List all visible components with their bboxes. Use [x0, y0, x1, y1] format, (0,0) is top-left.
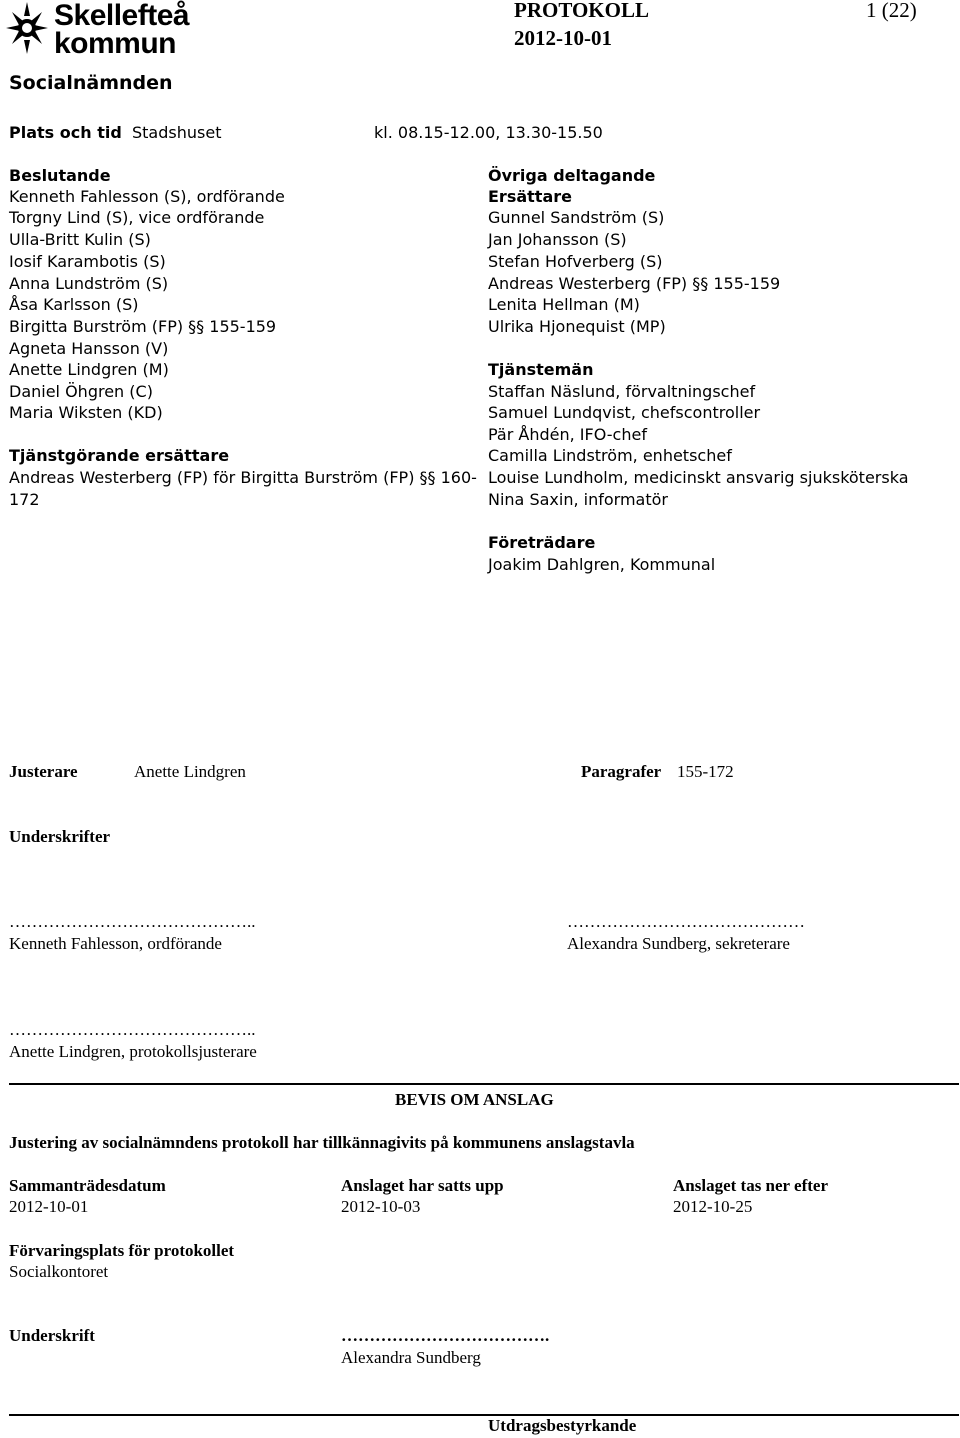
committee-name: Socialnämnden	[9, 72, 173, 94]
decision-member: Agneta Hansson (V)	[9, 339, 169, 358]
logo-wordmark-line1: Skellefteå	[54, 0, 190, 32]
notice-divider	[9, 1083, 959, 1085]
signatory-name: Alexandra Sundberg, sekreterare	[567, 934, 790, 953]
deputy: Andreas Westerberg (FP) §§ 155-159	[488, 274, 781, 293]
removed-date-value: 2012-10-25	[673, 1197, 753, 1216]
official: Pär Åhdén, IFO-chef	[488, 425, 647, 444]
decision-makers-heading: Beslutande	[9, 166, 111, 185]
storage-label: Förvaringsplats för protokollet	[9, 1241, 235, 1260]
decision-member: Maria Wiksten (KD)	[9, 403, 163, 422]
meeting-place: Stadshuset	[132, 123, 222, 142]
municipality-logo	[4, 0, 194, 60]
storage-value: Socialkontoret	[9, 1262, 109, 1281]
place-time-label: Plats och tid	[9, 123, 122, 142]
deputy: Ulrika Hjonequist (MP)	[488, 317, 666, 336]
deputy: Lenita Hellman (M)	[488, 295, 640, 314]
deputies-heading: Ersättare	[488, 187, 572, 206]
document-date: 2012-10-01	[514, 26, 612, 50]
footer-divider	[9, 1414, 959, 1416]
logo-wordmark-line2: kommun	[54, 27, 177, 60]
substitute-line: Andreas Westerberg (FP) för Birgitta Burström (FP) §§ 160-	[9, 468, 477, 487]
extract-certification-label: Utdragsbestyrkande	[488, 1416, 637, 1435]
official: Camilla Lindström, enhetschef	[488, 446, 732, 465]
notice-statement: Justering av socialnämndens protokoll har tillkännagivits på kommunens anslagstavla	[9, 1133, 635, 1152]
adjuster-label: Justerare	[9, 762, 78, 781]
deputy: Jan Johansson (S)	[488, 230, 627, 249]
notice-signature-line: ……………………………….	[341, 1326, 550, 1345]
adjuster-name: Anette Lindgren	[134, 762, 246, 781]
posted-date-value: 2012-10-03	[341, 1197, 421, 1216]
notice-signatory-name: Alexandra Sundberg	[341, 1348, 481, 1367]
meeting-date-label: Sammanträdesdatum	[9, 1176, 166, 1195]
decision-member: Birgitta Burström (FP) §§ 155-159	[9, 317, 277, 336]
decision-member: Kenneth Fahlesson (S), ordförande	[9, 187, 285, 206]
paragraphs-label: Paragrafer	[581, 762, 662, 781]
paragraphs-value: 155-172	[677, 762, 734, 781]
signatures-heading: Underskrifter	[9, 827, 111, 846]
deputy: Stefan Hofverberg (S)	[488, 252, 663, 271]
decision-member: Anette Lindgren (M)	[9, 360, 169, 379]
sun-emblem-icon	[4, 0, 50, 56]
signature-line: ……………………………………	[567, 912, 805, 931]
decision-member: Åsa Karlsson (S)	[9, 295, 139, 314]
meeting-time: kl. 08.15-12.00, 13.30-15.50	[374, 123, 603, 142]
official: Samuel Lundqvist, chefscontroller	[488, 403, 761, 422]
notice-heading: BEVIS OM ANSLAG	[395, 1090, 554, 1109]
decision-member: Anna Lundström (S)	[9, 274, 169, 293]
official: Nina Saxin, informatör	[488, 490, 668, 509]
representatives-heading: Företrädare	[488, 533, 596, 552]
substitutes-heading: Tjänstgörande ersättare	[9, 446, 230, 465]
official: Staffan Näslund, förvaltningschef	[488, 382, 756, 401]
meeting-date-value: 2012-10-01	[9, 1197, 89, 1216]
others-heading: Övriga deltagande	[488, 166, 656, 185]
page-number: 1 (22)	[866, 0, 917, 22]
document-type: PROTOKOLL	[514, 0, 649, 22]
decision-member: Ulla-Britt Kulin (S)	[9, 230, 151, 249]
official: Louise Lundholm, medicinskt ansvarig sjuksköterska	[488, 468, 909, 487]
decision-member: Daniel Öhgren (C)	[9, 382, 153, 401]
signatory-name: Anette Lindgren, protokollsjusterare	[9, 1042, 257, 1061]
officials-heading: Tjänstemän	[488, 360, 594, 379]
removed-label: Anslaget tas ner efter	[673, 1176, 829, 1195]
substitute-line: 172	[9, 490, 40, 509]
signature-line: ……………………………………..	[9, 912, 256, 931]
signatory-name: Kenneth Fahlesson, ordförande	[9, 934, 222, 953]
decision-member: Torgny Lind (S), vice ordförande	[9, 208, 265, 227]
signature-line: ……………………………………..	[9, 1020, 256, 1039]
decision-member: Iosif Karambotis (S)	[9, 252, 166, 271]
posted-label: Anslaget har satts upp	[341, 1176, 504, 1195]
representative: Joakim Dahlgren, Kommunal	[488, 555, 716, 574]
deputy: Gunnel Sandström (S)	[488, 208, 665, 227]
signature-label: Underskrift	[9, 1326, 95, 1345]
